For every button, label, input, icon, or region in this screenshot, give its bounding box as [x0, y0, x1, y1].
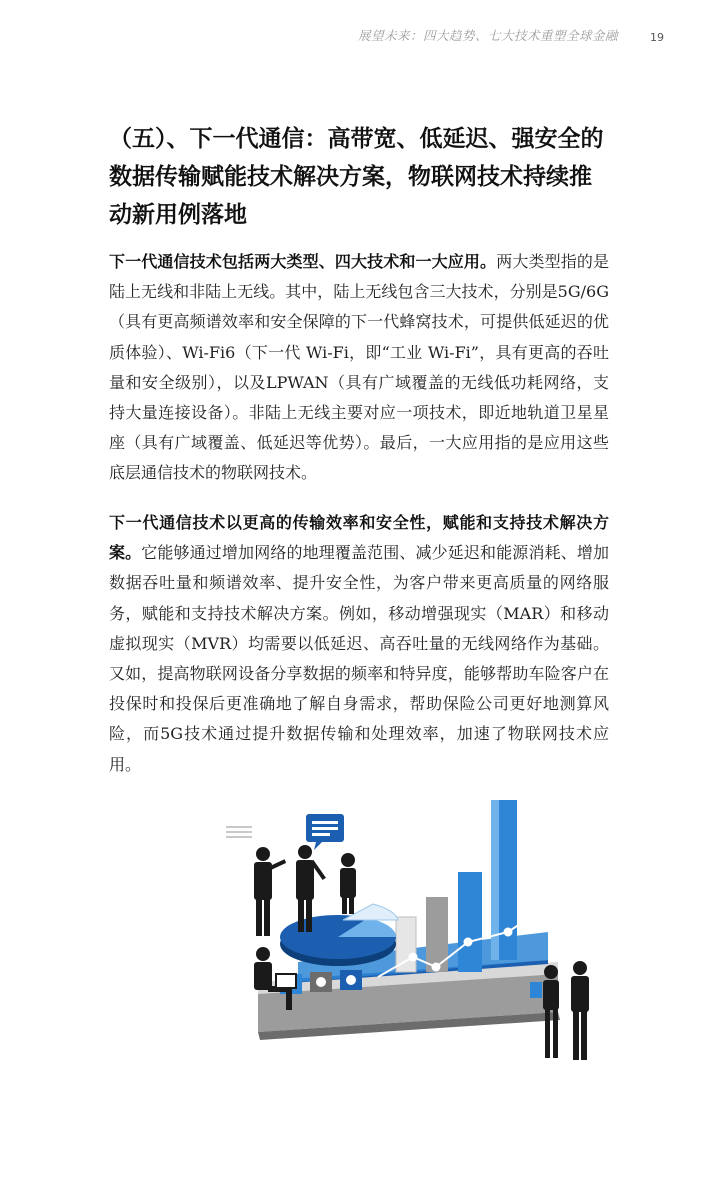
page-number: 19: [650, 31, 664, 44]
pie-chart-icon: [280, 904, 398, 966]
running-header: 展望未来：四大趋势、七大技术重塑全球金融: [357, 28, 618, 43]
businessman-left-icon: [254, 847, 286, 936]
paragraph-2-lead: 下一代通信技术以更高的传输效率和安全性，赋能和支持技术解决方案。: [109, 513, 609, 563]
paragraph-2-body: 它能够通过增加网络的地理覆盖范围、减少延迟和能源消耗、增加数据吞吐量和频谱效率、提升安全性，为客户带来更高质量的网络服务，赋能和支持技术解决方案。例如，移动增强现实（MAR）和移动虚拟现实（MVR）均需要以低延迟、高吞吐量的无线网络作为基础。又如，提高物联网设备分享数据的频率和特异度，能够帮助车险客户在投保时和投保后更准确地了解自身需求，帮助保险公司更好地测算风险，而5G技术通过提升数据传输和处理效率，加速了物联网技术应用。: [109, 543, 609, 774]
chat-bubble-icon: [306, 814, 344, 850]
businesswoman-icon: [340, 853, 356, 914]
section-heading: （五）、下一代通信：高带宽、低延迟、强安全的数据传输赋能技术解决方案，物联网技术持续推动新用例落地: [109, 125, 604, 228]
paragraph-1: [109, 247, 609, 489]
business-data-illustration: [218, 792, 598, 1072]
document-lines-icon: [226, 826, 252, 838]
paragraph-1-body: 两大类型指的是陆上无线和非陆上无线。其中，陆上无线包含三大技术，分别是5G/6G（具有更高频谱效率和安全保障的下一代蜂窝技术，可提供低延迟的优质体验）、Wi-Fi6（下一代 Wi-Fi，即“工业 Wi-Fi”，具有更高的吞吐量和安全级别），以及LPWAN（具有广域覆盖的无线低功耗网络，支持大量连接设备）。非陆上无线主要对应一项技术，即近地轨道卫星星座（具有广域覆盖、低延迟等优势）。最后，一大应用指的是应用这些底层通信技术的物联网技术。: [109, 252, 609, 483]
paragraph-2: [109, 508, 609, 780]
paragraph-1-lead: 下一代通信技术包括两大类型、四大技术和一大应用。: [109, 252, 497, 271]
man-with-phone-icon: [571, 961, 589, 1060]
